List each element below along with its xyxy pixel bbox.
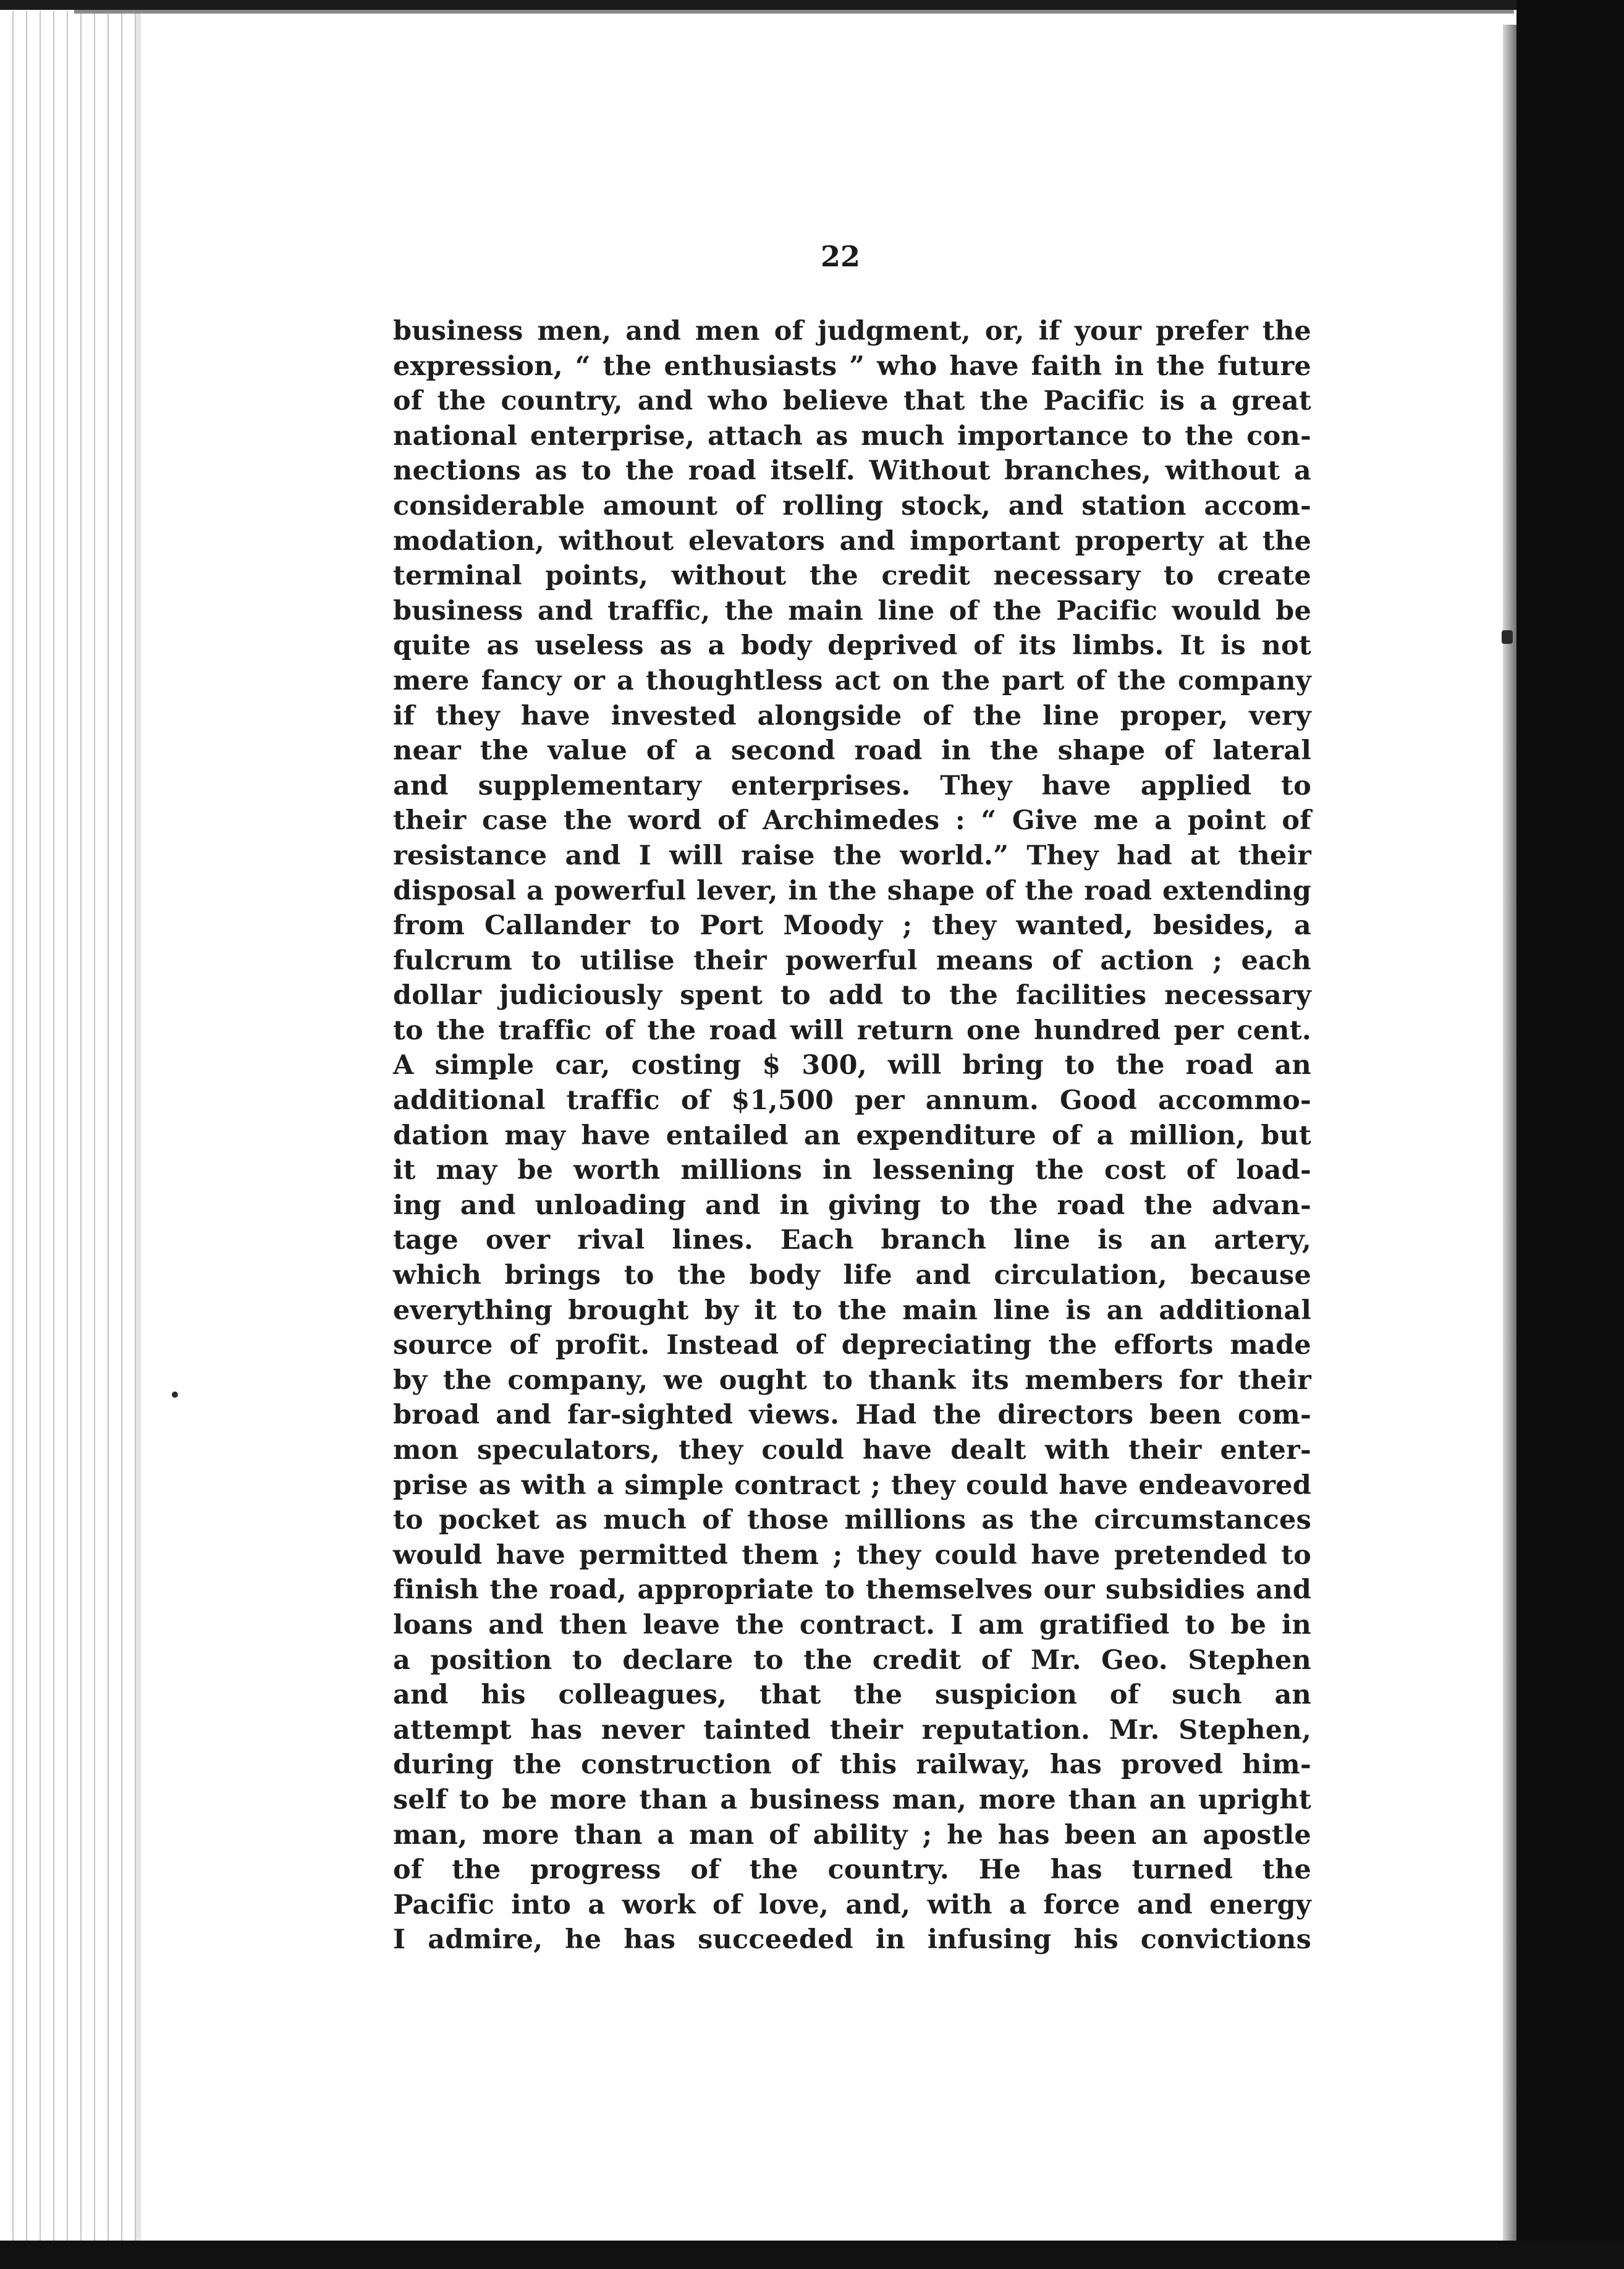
top-scan-border xyxy=(0,0,1624,10)
text-line: and supplementary enterprises. They have applied to xyxy=(393,770,1311,801)
text-line: their case the word of Archimedes : “ Give me a point of xyxy=(393,805,1311,837)
right-scan-border xyxy=(1516,0,1624,2269)
text-line: tage over rival lines. Each branch line is an artery, xyxy=(393,1225,1311,1256)
text-line: by the company, we ought to thank its members for their xyxy=(393,1364,1311,1396)
text-line: a position to declare to the credit of Mr. Geo. Stephen xyxy=(393,1644,1311,1676)
text-line: Pacific into a work of love, and, with a force and energy xyxy=(393,1889,1311,1920)
text-line: dation may have entailed an expenditure of a million, but xyxy=(393,1120,1311,1151)
text-line: fulcrum to utilise their powerful means of action ; each xyxy=(393,945,1311,976)
page-number: 22 xyxy=(820,240,860,273)
text-line: A simple car, costing $ 300, will bring to the road an xyxy=(393,1050,1311,1081)
text-line: to pocket as much of those millions as the circumstances xyxy=(393,1505,1311,1536)
text-line: modation, without elevators and important property at the xyxy=(393,525,1311,557)
text-line: from Callander to Port Moody ; they wanted, besides, a xyxy=(393,910,1311,942)
text-line: business men, and men of judgment, or, if your prefer the xyxy=(393,316,1311,347)
top-page-edge xyxy=(74,10,1514,14)
text-line: mon speculators, they could have dealt with their enter- xyxy=(393,1435,1311,1466)
text-line: it may be worth millions in lessening the cost of load- xyxy=(393,1155,1311,1186)
text-line: self to be more than a business man, more than an upright xyxy=(393,1784,1311,1815)
text-line: and his colleagues, that the suspicion of such an xyxy=(393,1680,1311,1711)
text-line: additional traffic of $1,500 per annum. Good accommo- xyxy=(393,1085,1311,1117)
text-line: loans and then leave the contract. I am gratified to be in xyxy=(393,1609,1311,1641)
text-line: source of profit. Instead of depreciating the efforts made xyxy=(393,1330,1311,1361)
page-fold-mark xyxy=(1502,630,1513,644)
text-line: dollar judiciously spent to add to the facilities necessary xyxy=(393,980,1311,1012)
text-line: during the construction of this railway, has proved him- xyxy=(393,1749,1311,1781)
text-line: finish the road, appropriate to themselves our subsidies and xyxy=(393,1574,1311,1606)
text-line: if they have invested alongside of the line proper, very xyxy=(393,700,1311,732)
text-line: quite as useless as a body deprived of its limbs. It is not xyxy=(393,630,1311,662)
text-line: prise as with a simple contract ; they could have endeavored xyxy=(393,1469,1311,1501)
right-page-gutter xyxy=(1503,25,1516,2243)
text-line: near the value of a second road in the shape of lateral xyxy=(393,735,1311,767)
text-line: to the traffic of the road will return one hundred per cent. xyxy=(393,1015,1311,1046)
text-line: man, more than a man of ability ; he has been an apostle xyxy=(393,1819,1311,1851)
text-line: I admire, he has succeeded in infusing his convictions xyxy=(393,1924,1311,1956)
text-line: business and traffic, the main line of the Pacific would be xyxy=(393,595,1311,627)
text-line: would have permitted them ; they could have pretended to xyxy=(393,1539,1311,1571)
text-line: ing and unloading and in giving to the road the advan- xyxy=(393,1189,1311,1221)
text-line: of the country, and who believe that the Pacific is a great xyxy=(393,386,1311,417)
text-line: disposal a powerful lever, in the shape of the road extending xyxy=(393,875,1311,906)
text-line: which brings to the body life and circulation, because xyxy=(393,1260,1311,1291)
text-line: mere fancy or a thoughtless act on the part of the company xyxy=(393,665,1311,696)
page-edge-shadow xyxy=(136,11,141,2242)
body-text xyxy=(393,314,1311,1958)
text-line: considerable amount of rolling stock, and station accom- xyxy=(393,490,1311,522)
text-line: terminal points, without the credit necessary to create xyxy=(393,560,1311,592)
text-line: broad and far-sighted views. Had the directors been com- xyxy=(393,1400,1311,1431)
text-line: expression, “ the enthusiasts ” who have faith in the future xyxy=(393,350,1311,382)
text-line: national enterprise, attach as much importance to the con- xyxy=(393,420,1311,452)
ink-speck xyxy=(172,1392,178,1398)
text-line: of the progress of the country. He has turned the xyxy=(393,1854,1311,1886)
stacked-page-edges xyxy=(0,11,136,2242)
text-line: attempt has never tainted their reputation. Mr. Stephen, xyxy=(393,1714,1311,1746)
text-line: everything brought by it to the main line is an additional xyxy=(393,1295,1311,1326)
bottom-scan-border xyxy=(0,2241,1624,2269)
text-line: resistance and I will raise the world.” They had at their xyxy=(393,840,1311,871)
text-line: nections as to the road itself. Without branches, without a xyxy=(393,455,1311,487)
